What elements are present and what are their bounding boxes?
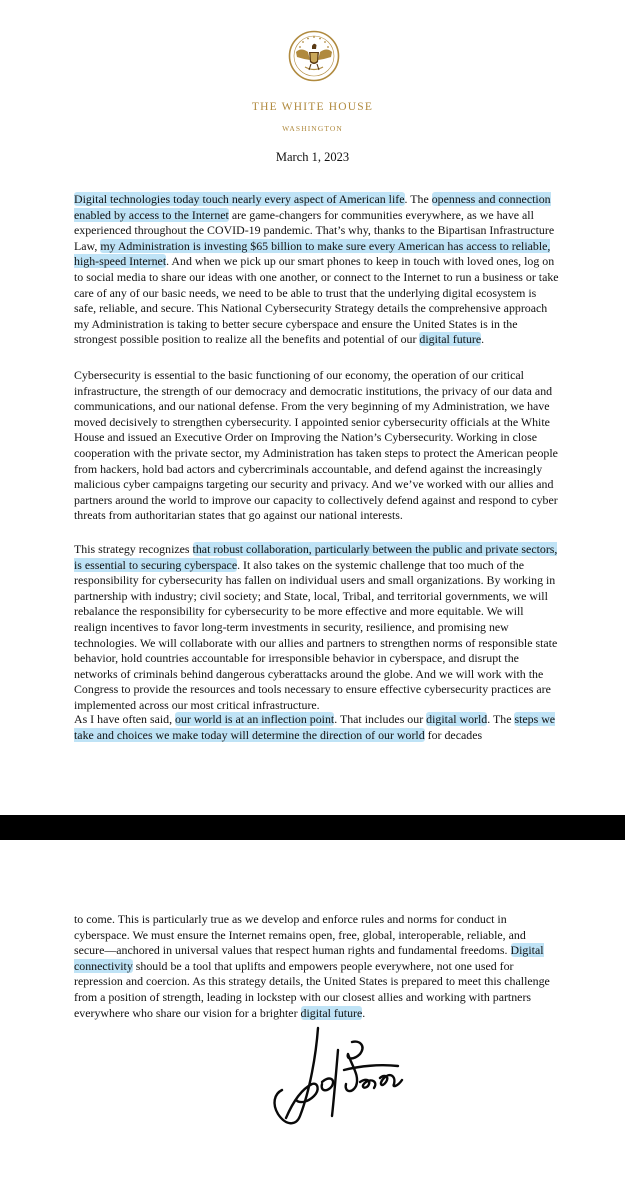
handwritten-signature-icon bbox=[256, 1020, 416, 1132]
paragraph-text: should be a tool that uplifts and empowers people everywhere, not one used for repression and coercion. As this strategy details, the United States is prepared to meet this challenge from a position of strength, leading in lockstep with our closest allies and working with partners everywhere who share our vision for a brighter bbox=[74, 958, 550, 1020]
paragraph-text: . The bbox=[487, 712, 515, 726]
paragraph-text: for decades bbox=[424, 727, 483, 742]
highlighted-phrase: our world is at an inflection point bbox=[175, 712, 335, 726]
body-paragraph-3 bbox=[74, 542, 559, 714]
paragraph-text: Cybersecurity is essential to the basic functioning of our economy, the operation of our critical infrastructure, the strength of our democracy and democratic institutions, the privacy of our data and communications, and our national defense. From the very beginning of my Administration, we have moved decisively to strengthen cybersecurity. I appointed senior cybersecurity officials at the White House and issued an Executive Order on Improving the Nation’s Cybersecurity. Working in close cooperation with the private sector, my Administration has taken steps to protect the American people from hackers, hold bad actors and cybercriminals accountable, and defend against the increasingly malicious cyber campaigns targeting our security and privacy. And we’ve worked with our allies and partners around the world to improve our capacity to collectively defend against and respond to cyber threats from authoritarian states that go against our national interests. bbox=[74, 368, 558, 523]
letter-page-2 bbox=[0, 840, 625, 1200]
body-paragraph-2 bbox=[74, 368, 559, 524]
paragraph-text: . And when we pick up our smart phones to keep in touch with loved ones, log on to social media to share our ideas with one another, or connect to the Internet to run a business or take care of any of our basic needs, we need to be able to trust that the underlying digital ecosystem is safe, reliable, and secure. This National Cybersecurity Strategy details the comprehensive approach my Administration is taking to better secure cyberspace and ensure the United States is in the strongest possible position to realize all the benefits and potential of our bbox=[74, 254, 559, 347]
highlighted-phrase: digital future bbox=[419, 332, 482, 347]
highlighted-phrase: Digital connectivity bbox=[74, 943, 544, 973]
paragraph-text: . That includes our bbox=[334, 712, 427, 726]
paragraph-text: to come. This is particularly true as we develop and enforce rules and norms for conduct in cyberspace. We must ensure the Internet remains open, free, global, interoperable, reliable, and secure—anchored in universal values that respect human rights and fundamental freedoms. bbox=[74, 912, 526, 958]
highlighted-phrase: steps we take and choices we make today will determine the direction of our world bbox=[74, 712, 556, 742]
highlighted-phrase: openness and connection enabled by access to the Internet bbox=[74, 192, 551, 222]
body-paragraph-4 bbox=[74, 712, 559, 743]
paragraph-text: This strategy recognizes bbox=[74, 542, 193, 556]
highlighted-phrase: digital world bbox=[426, 712, 488, 726]
highlighted-phrase: that robust collaboration, particularly between the public and private sectors, is essential to securing cyberspace bbox=[74, 542, 558, 572]
body-paragraph-5 bbox=[74, 912, 559, 1021]
body-paragraph-1 bbox=[74, 192, 559, 348]
page-break-bar bbox=[0, 815, 625, 840]
letterhead-title: THE WHITE HOUSE bbox=[251, 101, 374, 113]
paragraph-text: . It also takes on the systemic challenge that too much of the responsibility for cybersecurity has fallen on individual users and small organizations. By working in partnership with industry; civil society; and State, local, Tribal, and territorial governments, we will rebalance the responsibility for cybersecurity to be more effective and more equitable. We will realign incentives to favor long-term investments in security, resilience, and promising new technologies. We will collaborate with our allies and partners to strengthen norms of responsible state behavior, hold countries accountable for irresponsible behavior in cyberspace, and disrupt the networks of criminals behind dangerous cyberattacks around the globe. And we will work with the Congress to provide the resources and tools necessary to ensure effective cybersecurity practices are implemented across our most critical infrastructure. bbox=[74, 557, 558, 712]
paragraph-text: . The bbox=[404, 192, 432, 206]
highlighted-phrase: digital future bbox=[300, 1005, 363, 1020]
paragraph-text: As I have often said, bbox=[74, 712, 176, 726]
paragraph-text: . bbox=[362, 1005, 366, 1020]
paragraph-text: are game-changers for communities everywhere, as we have all experienced throughout the COVID-19 pandemic. That’s why, thanks to the Bipartisan Infrastructure Law, bbox=[74, 207, 555, 253]
presidential-seal-icon bbox=[288, 30, 340, 82]
highlighted-phrase: my Administration is investing $65 billion to make sure every American has access to reliable, high-speed Internet bbox=[74, 238, 551, 269]
highlighted-phrase: Digital technologies today touch nearly every aspect of American life bbox=[74, 192, 405, 206]
paragraph-text: . bbox=[481, 332, 485, 347]
letterhead-subtitle: WASHINGTON bbox=[282, 124, 343, 133]
letter-date: March 1, 2023 bbox=[275, 150, 350, 164]
